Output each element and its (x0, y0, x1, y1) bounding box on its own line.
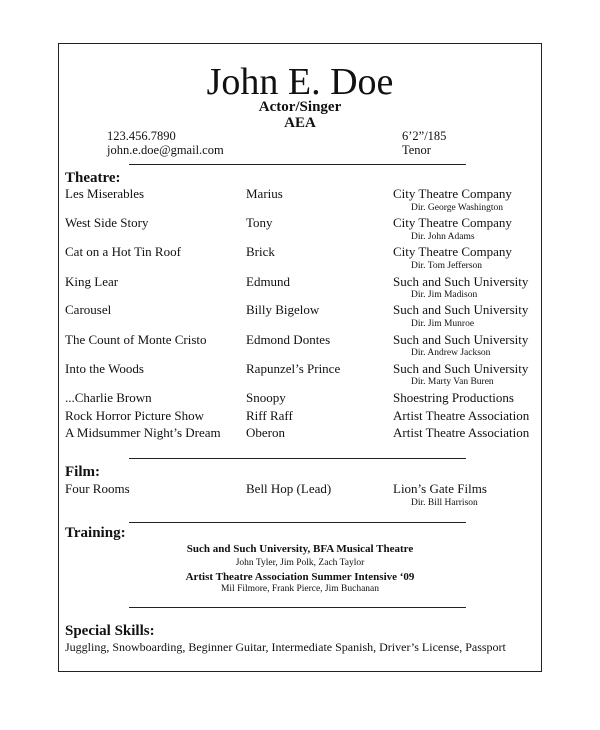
show-title: The Count of Monte Cristo (65, 332, 207, 347)
training-heading: Training: (65, 525, 126, 541)
training-teachers: Mil Filmore, Frank Pierce, Jim Buchanan (220, 584, 380, 594)
company-name: Such and Such University (393, 332, 529, 347)
role-name: Billy Bigelow (246, 302, 320, 317)
show-title: Carousel (65, 302, 112, 317)
theatre-heading: Theatre: (65, 170, 121, 186)
company-name: Lion’s Gate Films (393, 481, 487, 496)
actor-role: Actor/Singer (258, 99, 342, 115)
company-name: Such and Such University (393, 361, 529, 376)
role-name: Tony (246, 215, 273, 230)
role-name: Edmond Dontes (246, 332, 331, 347)
role-name: Brick (246, 244, 275, 259)
role-name: Riff Raff (246, 408, 293, 423)
divider (129, 164, 466, 165)
director-name: Dir. Marty Van Buren (411, 377, 494, 387)
voice-type: Tenor (402, 143, 431, 157)
company-name: Such and Such University (393, 274, 529, 289)
height-weight: 6’2”/185 (402, 129, 447, 143)
director-name: Dir. Jim Munroe (411, 319, 475, 329)
role-name: Oberon (246, 425, 285, 440)
director-name: Dir. George Washington (411, 203, 504, 213)
training-program: Such and Such University, BFA Musical Theatre (186, 543, 414, 555)
divider (129, 458, 466, 459)
role-name: Bell Hop (Lead) (246, 481, 332, 496)
union-affiliation: AEA (284, 115, 316, 131)
role-name: Edmund (246, 274, 291, 289)
show-title: Rock Horror Picture Show (65, 408, 205, 423)
company-name: Artist Theatre Association (393, 425, 530, 440)
divider (129, 607, 466, 608)
email-address: john.e.doe@gmail.com (107, 143, 224, 157)
director-name: Dir. Tom Jefferson (411, 261, 483, 271)
role-name: Rapunzel’s Prince (246, 361, 341, 376)
role-name: Snoopy (246, 390, 286, 405)
actor-name: John E. Doe (206, 61, 394, 103)
company-name: Shoestring Productions (393, 390, 514, 405)
show-title: Four Rooms (65, 481, 130, 496)
director-name: Dir. John Adams (411, 232, 475, 242)
director-name: Dir. Andrew Jackson (411, 348, 491, 358)
show-title: Les Miserables (65, 186, 145, 201)
company-name: City Theatre Company (393, 244, 512, 259)
company-name: Artist Theatre Association (393, 408, 530, 423)
show-title: Cat on a Hot Tin Roof (65, 244, 181, 259)
phone-number: 123.456.7890 (107, 129, 176, 143)
show-title: King Lear (65, 274, 119, 289)
training-teachers: John Tyler, Jim Polk, Zach Taylor (235, 558, 365, 568)
skills-heading: Special Skills: (65, 623, 155, 639)
show-title: Into the Woods (65, 361, 144, 376)
film-heading: Film: (65, 464, 100, 480)
director-name: Dir. Jim Madison (411, 290, 478, 300)
show-title: ...Charlie Brown (65, 390, 152, 405)
skills-list: Juggling, Snowboarding, Beginner Guitar, Intermediate Spanish, Driver’s License, Passport (65, 640, 506, 654)
show-title: West Side Story (65, 215, 149, 230)
divider (129, 522, 466, 523)
training-program: Artist Theatre Association Summer Intensive ‘09 (185, 571, 415, 583)
company-name: City Theatre Company (393, 186, 512, 201)
company-name: City Theatre Company (393, 215, 512, 230)
director-name: Dir. Bill Harrison (411, 498, 478, 508)
company-name: Such and Such University (393, 302, 529, 317)
role-name: Marius (246, 186, 283, 201)
show-title: A Midsummer Night’s Dream (65, 425, 221, 440)
